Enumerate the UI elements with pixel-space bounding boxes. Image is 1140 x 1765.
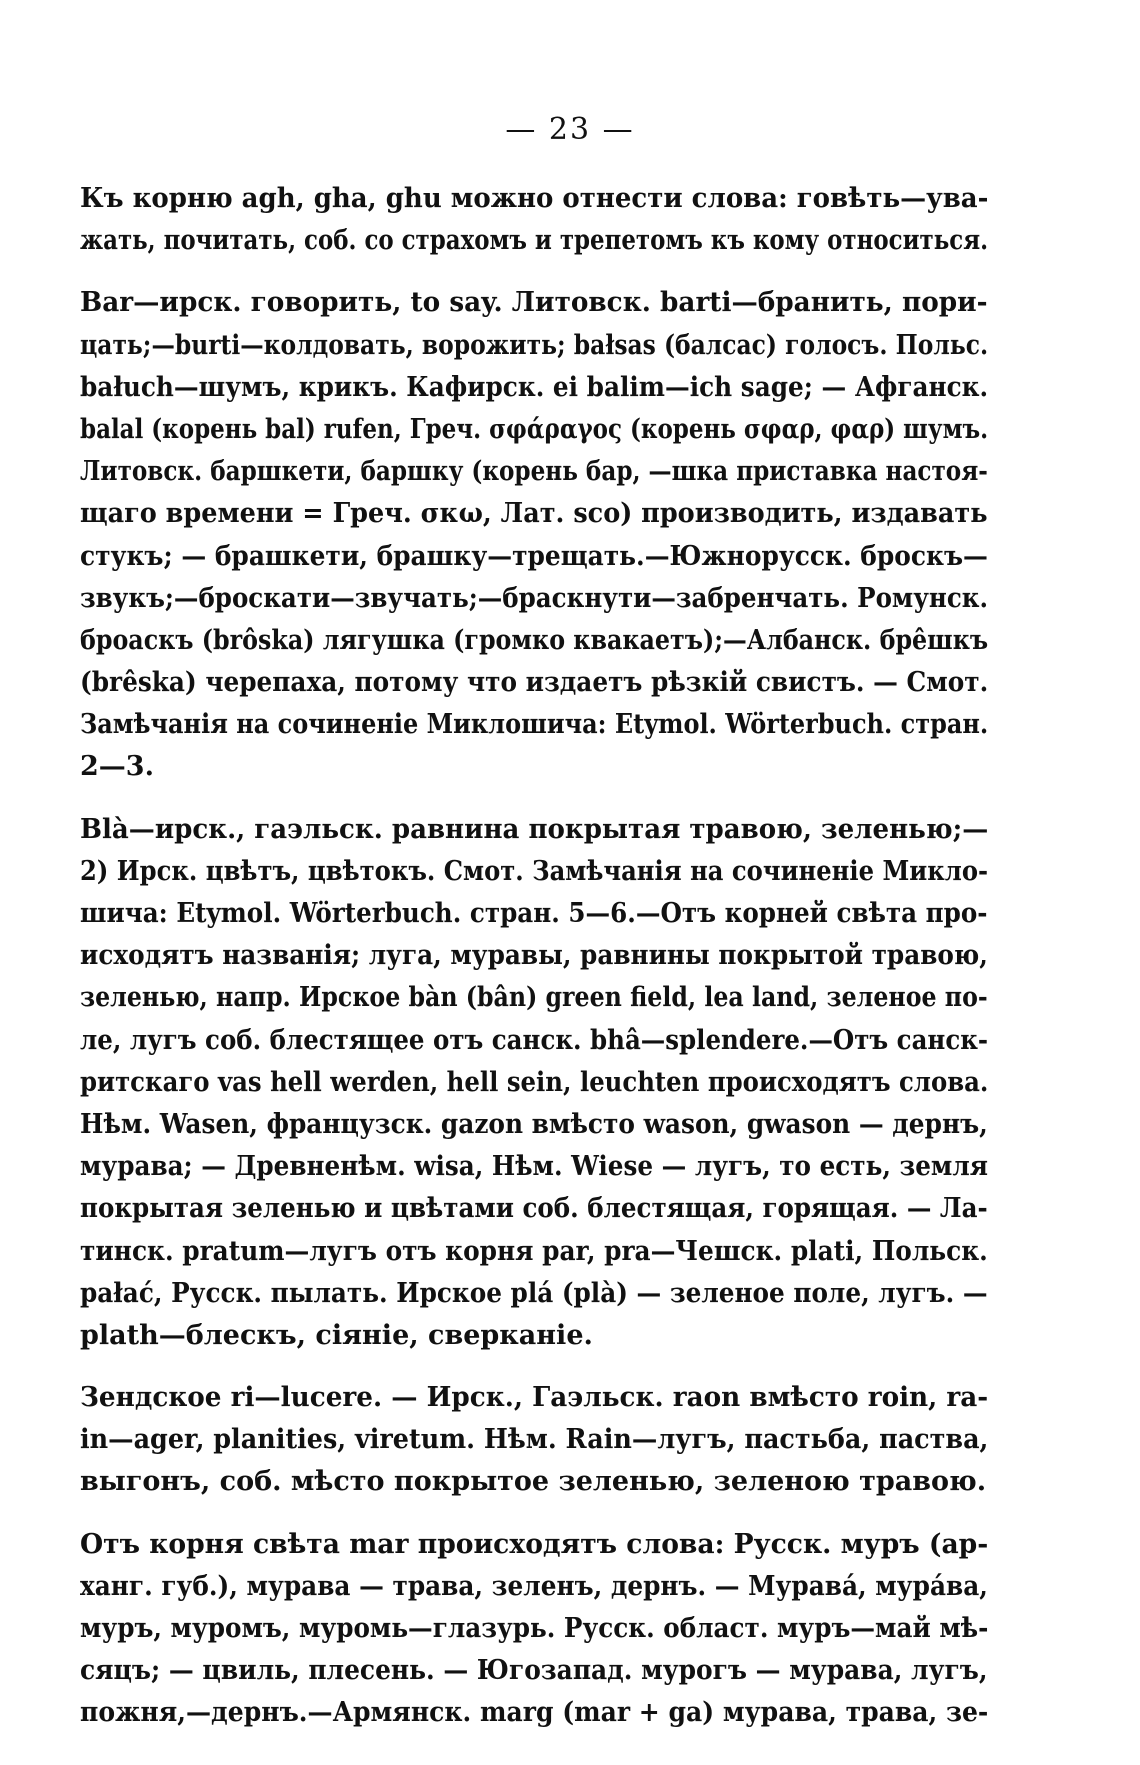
paragraph — [80, 282, 988, 788]
text-line: balal (корень bal) rufen, Греч. σφάραγος (корень σφαρ, φαρ) шумъ. — [80, 413, 989, 445]
text-line: сяцъ; — цвиль, плесень. — Югозапад. мурогъ — мурава, лугъ, — [80, 1655, 988, 1687]
text-line: выгонъ, соб. мѣсто покрытое зеленью, зеленою травою. — [80, 1466, 987, 1498]
paragraph-gap — [80, 789, 988, 809]
text-line: Нѣм. Wasen, французск. gazon вмѣсто wason, gwason — дернъ, — [80, 1108, 988, 1140]
paragraph — [80, 1377, 988, 1504]
paragraph — [80, 809, 988, 1357]
text-line: щаго времени = Греч. σκω, Лат. sco) производить, издавать — [80, 498, 988, 530]
text-line: звукъ;—броскати—звучать;—браскнути—забренчать. Ромунск. — [80, 582, 989, 614]
text-line: броаскъ (brôska) лягушка (громко квакаетъ);—Албанск. брêшкъ — [80, 624, 989, 656]
text-line: 2—3. — [80, 751, 154, 783]
text-line: ханг. губ.), мурава — трава, зеленъ, дернъ. — Муравá, мурáва, — [80, 1570, 988, 1602]
text-line: шича: Etymol. Wörterbuch. стран. 5—6.—Отъ корней свѣта про- — [80, 898, 988, 929]
text-line: мурава; — Древненѣм. wisa, Нѣм. Wiese — лугъ, то есть, земля — [80, 1151, 988, 1183]
text-line: муръ, муромъ, муромь—глазурь. Русск. област. муръ—май мѣ- — [80, 1613, 989, 1644]
text-line: Bar—ирск. говорить, to say. Литовск. barti—бранить, пори- — [80, 287, 988, 319]
text-line: bałuch—шумъ, крикъ. Кафирск. ei balim—ich sage; — Афганск. — [80, 371, 989, 403]
paragraph-gap — [80, 262, 988, 282]
paragraph-gap — [80, 1504, 988, 1524]
text-line: 2) Ирск. цвѣтъ, цвѣтокъ. Смот. Замѣчанія на сочиненіе Микло- — [80, 855, 989, 887]
text-line: исходятъ названія; луга, муравы, равнины покрытой травою, — [80, 940, 988, 972]
text-line: Blà—ирск., гаэльск. равнина покрытая травою, зеленью;— — [80, 813, 989, 845]
text-block — [80, 178, 988, 1735]
text-line: стукъ; — брашкети, брашку—трещать.—Южнорусск. броскъ— — [80, 540, 988, 572]
text-line: покрытая зеленью и цвѣтами соб. блестящая, горящая. — Ла- — [80, 1193, 988, 1225]
text-line: цать;—burti—колдовать, ворожить; bałsas (балсас) голосъ. Польс. — [80, 329, 989, 361]
text-line: Къ корню agh, gha, ghu можно отнести слова: говѣть—ува- — [80, 183, 989, 214]
text-line: зеленью, напр. Ирское bàn (bân) green field, lea land, зеленое по- — [80, 982, 988, 1014]
text-line: plath—блескъ, сіяніе, сверканіе. — [80, 1319, 593, 1351]
page-number: — 23 — — [505, 112, 635, 147]
paragraph — [80, 178, 988, 262]
text-line: Зендское ri—lucere. — Ирск., Гаэльск. raon вмѣсто roin, ra- — [80, 1382, 989, 1414]
text-line: пожня,—дернъ.—Армянск. marg (mar + ga) мурава, трава, зе- — [80, 1697, 989, 1729]
text-line: Литовск. баршкети, баршку (корень бар, —шка приставка настоя- — [80, 456, 988, 488]
text-line: ритскаго vas hell werden, hell sein, leuchten происходятъ слова. — [80, 1066, 989, 1098]
text-line: Замѣчанія на сочиненіе Миклошича: Etymol. Wörterbuch. стран. — [80, 709, 989, 741]
paragraph-gap — [80, 1357, 988, 1377]
paragraph — [80, 1524, 988, 1735]
text-line: Отъ корня свѣта mar происходятъ слова: Русск. муръ (ар- — [80, 1528, 989, 1560]
text-line: тинск. pratum—лугъ отъ корня par, pra—Чешск. plati, Польск. — [80, 1235, 988, 1267]
text-line: ле, лугъ соб. блестящее отъ санск. bhâ—splendere.—Отъ санск- — [80, 1024, 989, 1056]
text-line: in—ager, planities, viretum. Нѣм. Rain—лугъ, пастьба, паства, — [80, 1424, 989, 1456]
text-line: жать, почитать, соб. со страхомъ и трепетомъ къ кому относиться. — [80, 225, 989, 257]
text-line: pałać, Русск. пылать. Ирское plá (plà) — зеленое поле, лугъ. — — [80, 1277, 988, 1309]
text-line: (brêska) черепаха, потому что издаетъ рѣзкій свистъ. — Смот. — [80, 667, 989, 699]
